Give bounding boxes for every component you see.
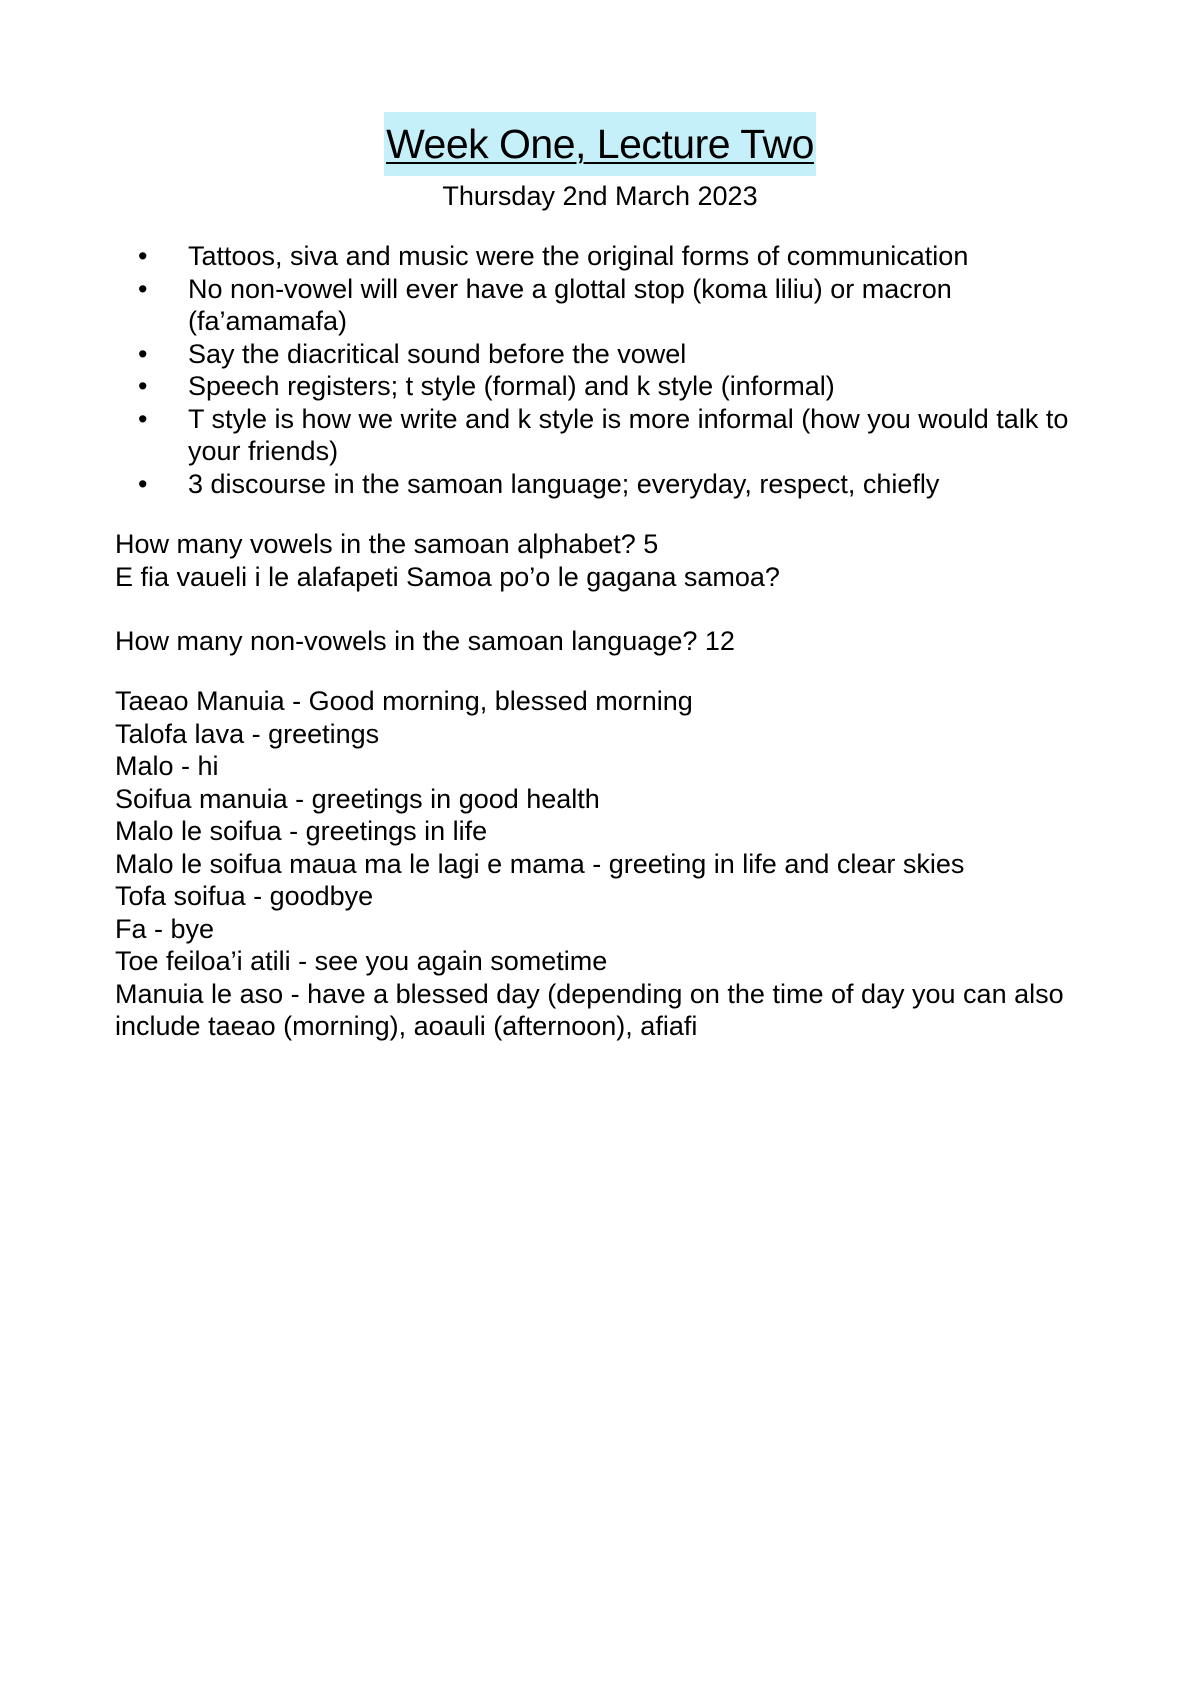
non-vowel-question (115, 625, 1095, 658)
bullet-text: No non-vowel will ever have a glottal stop (koma liliu) or macron (fa’amamafa) (188, 273, 952, 336)
bullet-list (138, 240, 1088, 500)
bullet-dot-icon: • (138, 403, 148, 434)
phrase-line: Malo le soifua maua ma le lagi e mama - greeting in life and clear skies (115, 848, 965, 879)
bullet-dot-icon: • (138, 338, 148, 369)
bullet-dot-icon: • (138, 468, 148, 499)
bullet-text: Speech registers; t style (formal) and k style (informal) (188, 371, 835, 401)
phrase-line: Manuia le aso - have a blessed day (depending on the time of day you can also include taeao (morning), aoauli (afternoon), afiafi (115, 978, 1064, 1041)
page-title: Week One, Lecture Two (384, 112, 816, 176)
lecture-date: Thursday 2nd March 2023 (442, 181, 758, 211)
bullet-item (138, 468, 1088, 501)
bullet-item (138, 338, 1088, 371)
phrase-line: Talofa lava - greetings (115, 718, 380, 749)
bullet-dot-icon: • (138, 273, 148, 304)
phrase-line: Malo - hi (115, 751, 219, 781)
bullet-item (138, 403, 1088, 468)
vowel-questions (115, 528, 1095, 593)
bullet-text: T style is how we write and k style is more informal (how you would talk to your friends) (188, 403, 1069, 466)
bullet-text: Tattoos, siva and music were the original forms of communication (188, 241, 969, 271)
bullet-text: 3 discourse in the samoan language; everyday, respect, chiefly (188, 468, 940, 499)
bullet-item (138, 240, 1088, 273)
bullet-dot-icon: • (138, 371, 148, 401)
phrase-line: Malo le soifua - greetings in life (115, 816, 488, 846)
phrase-list (115, 685, 1095, 1043)
bullet-text: Say the diacritical sound before the vowel (188, 338, 687, 369)
phrase-line: Fa - bye (115, 913, 215, 944)
phrase-line: Tofa soifua - goodbye (115, 881, 374, 911)
bullet-item (138, 273, 1088, 338)
phrase-line: Soifua manuia - greetings in good health (115, 783, 600, 814)
phrase-line: Taeao Manuia - Good morning, blessed morning (115, 686, 693, 716)
title-container (0, 112, 1200, 176)
question-line: How many vowels in the samoan alphabet? 5 (115, 529, 659, 559)
bullet-dot-icon: • (138, 241, 148, 271)
question-line: How many non-vowels in the samoan language? 12 (115, 626, 735, 656)
phrase-line: Toe feiloa’i atili - see you again sometime (115, 946, 608, 976)
bullet-item (138, 370, 1088, 403)
question-line: E fia vaueli i le alafapeti Samoa po’o le gagana samoa? (115, 561, 780, 592)
